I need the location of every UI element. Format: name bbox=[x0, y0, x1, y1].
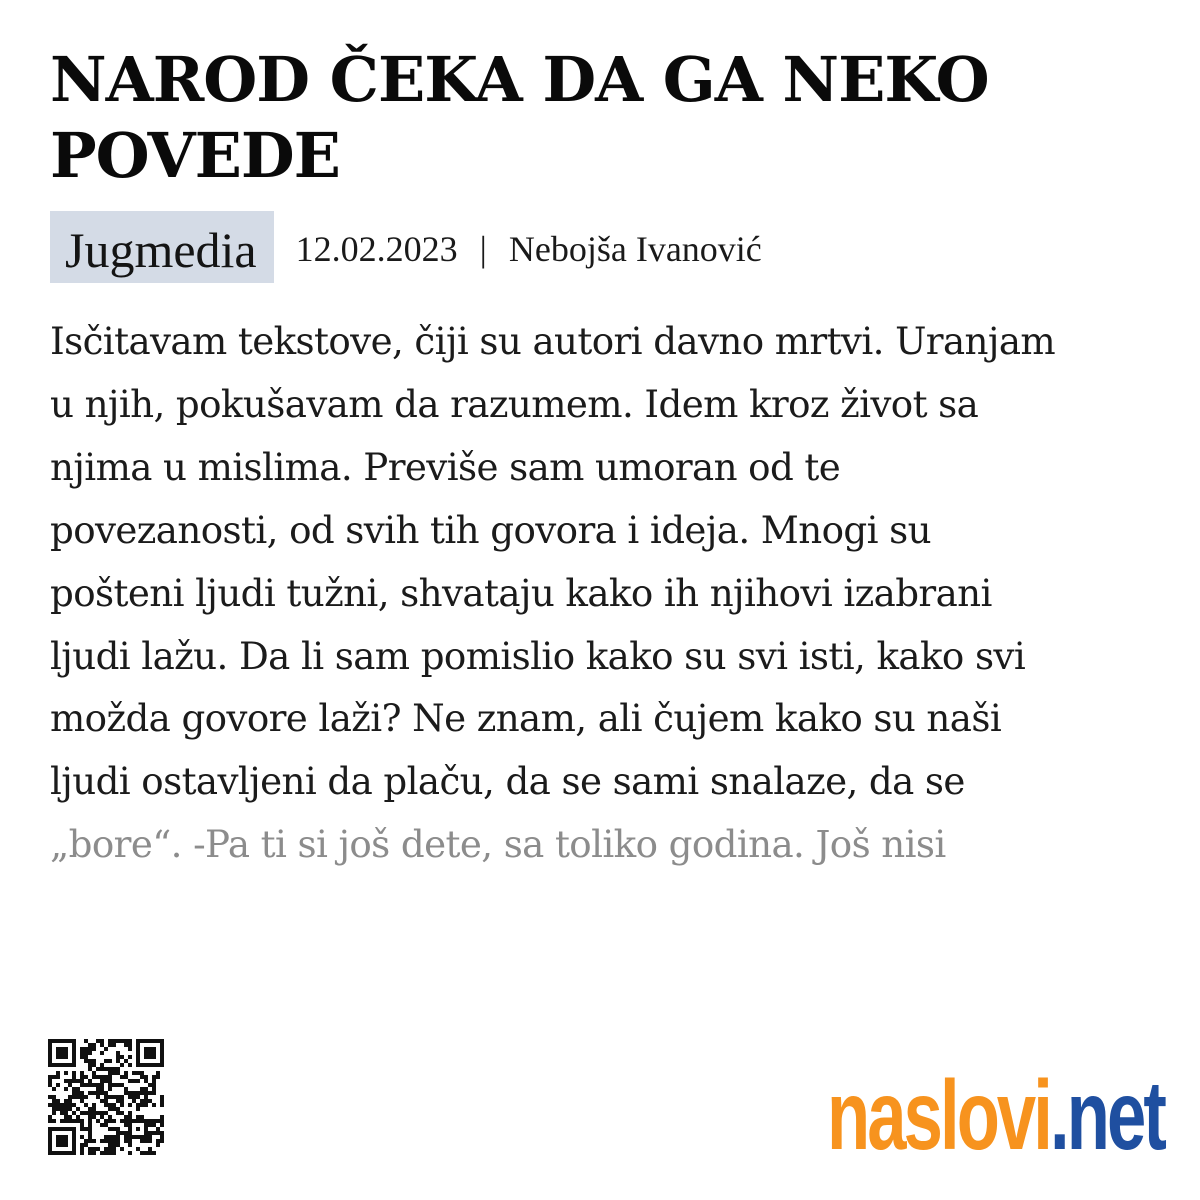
article-headline: NAROD ČEKA DA GA NEKO POVEDE bbox=[50, 43, 989, 192]
body-line: ljudi ostavljeni da plaču, da se sami snalaze, da se bbox=[50, 759, 965, 804]
naslovi-logo[interactable] bbox=[827, 1060, 1164, 1170]
date-author-line bbox=[296, 229, 762, 269]
body-line: njima u mislima. Previše sam umoran od te bbox=[50, 444, 841, 489]
body-line: možda govore laži? Ne znam, ali čujem kako su naši bbox=[50, 696, 1002, 741]
body-line: Isčitavam tekstove, čiji su autori davno mrtvi. Uranjam bbox=[50, 319, 1056, 363]
meta-separator: | bbox=[479, 229, 487, 269]
article-body bbox=[50, 310, 1160, 876]
qr-code-icon[interactable] bbox=[48, 1039, 164, 1163]
body-line: povezanosti, od svih tih govora i ideja. Mnogi su bbox=[50, 507, 931, 552]
body-line: ljudi lažu. Da li sam pomislio kako su svi isti, kako svi bbox=[50, 633, 1026, 678]
body-line: u njih, pokušavam da razumem. Idem kroz život sa bbox=[50, 381, 979, 426]
body-line-faded: „bore“. -Pa ti si još dete, sa toliko godina. Još nisi bbox=[50, 822, 946, 867]
logo-text-domain: .net bbox=[1050, 1060, 1164, 1170]
article-author: Nebojša Ivanović bbox=[508, 229, 762, 269]
article-date: 12.02.2023 bbox=[295, 229, 458, 269]
source-badge[interactable]: Jugmedia bbox=[50, 211, 274, 283]
logo-text-primary: naslovi bbox=[827, 1060, 1051, 1170]
body-line: pošteni ljudi tužni, shvataju kako ih njihovi izabrani bbox=[50, 570, 992, 615]
article-meta bbox=[50, 211, 762, 283]
